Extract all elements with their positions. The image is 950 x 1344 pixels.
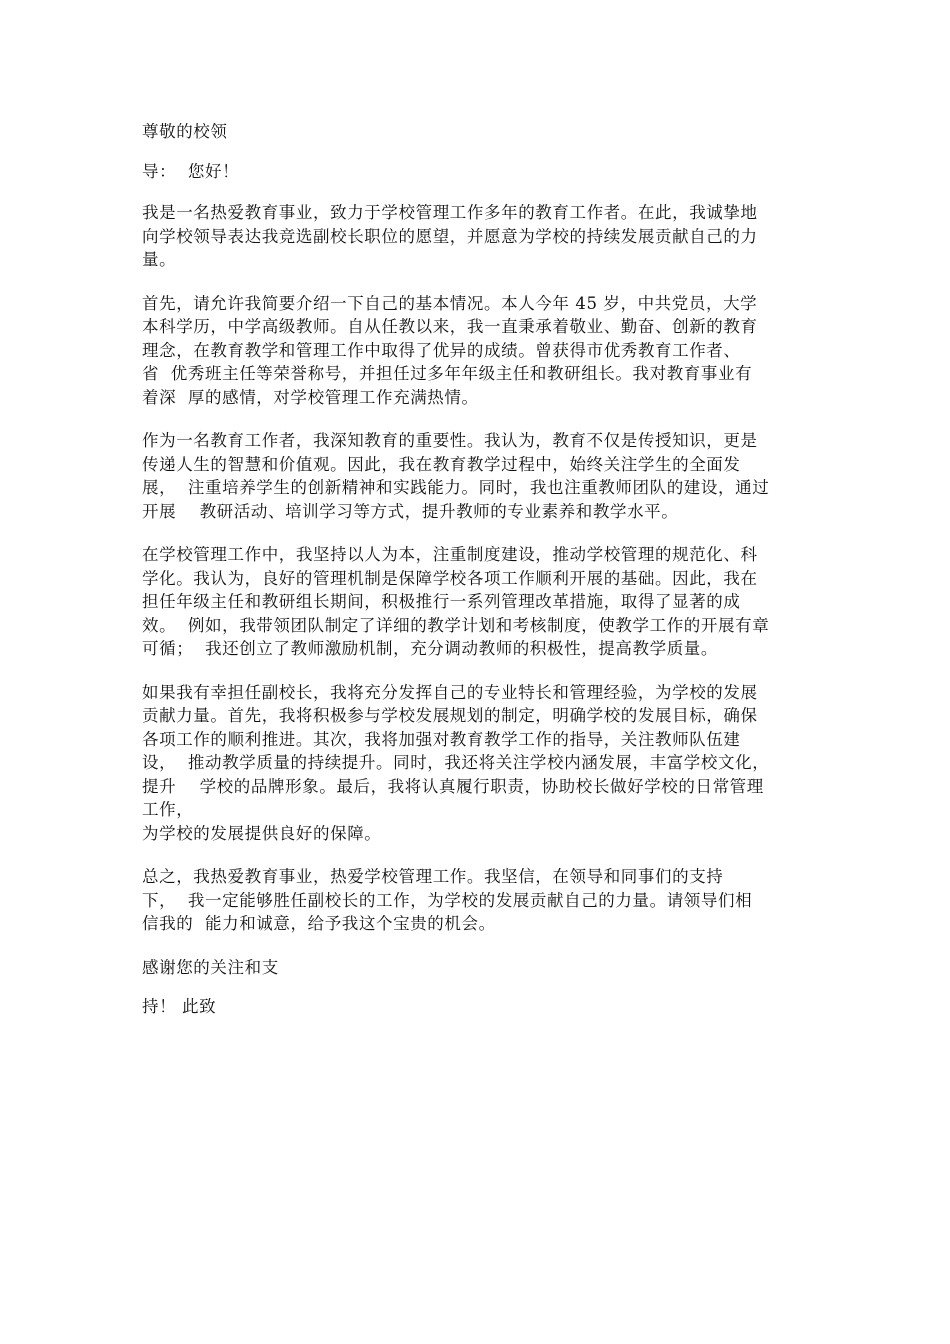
salutation <box>142 120 842 183</box>
text-line: 理念，在教育教学和管理工作中取得了优异的成绩。曾获得市优秀教育工作者、 <box>142 340 741 360</box>
text-line: 着深 厚的感情，对学校管理工作充满热情。 <box>142 387 479 407</box>
text-line: 设， 推动教学质量的持续提升。同时，我还将关注学校内涵发展，丰富学校文化， <box>142 753 770 772</box>
text-line: 可循； 我还创立了教师激励机制，充分调动教师的积极性，提高教学质量。 <box>142 639 718 658</box>
text-line: 本科学历，中学高级教师。自从任教以来，我一直秉承着敬业、勤奋、创新的教育 <box>142 317 758 336</box>
paragraph-plans <box>142 681 842 846</box>
closing <box>142 956 842 1019</box>
text-line: 开展 教研活动、培训学习等方式，提升教师的专业素养和教学水平。 <box>142 501 679 521</box>
text-line: 向学校领导表达我竞选副校长职位的愿望，并愿意为学校的持续发展贡献自己的力 <box>142 226 758 246</box>
text-line: 我是一名热爱教育事业，致力于学校管理工作多年的教育工作者。在此，我诚挚地 <box>142 203 758 222</box>
text-line: 展， 注重培养学生的创新精神和实践能力。同时，我也注重教师团队的建设，通过 <box>142 478 770 497</box>
text-line: 总之，我热爱教育事业，热爱学校管理工作。我坚信，在领导和同事们的支持 <box>142 867 724 886</box>
text-line: 提升 学校的品牌形象。最后，我将认真履行职责，协助校长做好学校的日常管理 <box>142 776 764 796</box>
salutation-line: 导： 您好！ <box>142 161 240 181</box>
text-line: 工作， <box>142 800 194 819</box>
text-line: 贡献力量。首先，我将积极参与学校发展规划的制定，明确学校的发展目标，确保 <box>142 706 758 725</box>
paragraph-conclusion <box>142 865 842 936</box>
text-line: 传递人生的智慧和价值观。因此，我在教育教学过程中，始终关注学生的全面发 <box>142 454 741 474</box>
closing-line: 持！ 此致 <box>142 997 217 1016</box>
text-line: 首先，请允许我简要介绍一下自己的基本情况。本人今年 45 岁，中共党员，大学 <box>142 293 758 313</box>
text-line: 作为一名教育工作者，我深知教育的重要性。我认为，教育不仅是传授知识，更是 <box>142 431 758 450</box>
paragraph-background <box>142 292 842 410</box>
text-line: 如果我有幸担任副校长，我将充分发挥自己的专业特长和管理经验，为学校的发展 <box>142 682 758 702</box>
text-line: 信我的 能力和诚意，给予我这个宝贵的机会。 <box>142 914 496 933</box>
text-line: 量。 <box>142 250 177 269</box>
text-line: 下， 我一定能够胜任副校长的工作，为学校的发展贡献自己的力量。请领导们相 <box>142 890 753 910</box>
text-line: 在学校管理工作中，我坚持以人为本，注重制度建设，推动学校管理的规范化、科 <box>142 545 758 564</box>
letter-document <box>142 120 842 1031</box>
closing-line: 感谢您的关注和支 <box>142 957 279 977</box>
paragraph-management <box>142 543 842 661</box>
text-line: 效。 例如，我带领团队制定了详细的教学计划和考核制度，使教学工作的开展有章 <box>142 615 770 635</box>
salutation-line: 尊敬的校领 <box>142 122 228 141</box>
text-line: 担任年级主任和教研组长期间，积极推行一系列管理改革措施，取得了显著的成 <box>142 592 741 611</box>
paragraph-education-view <box>142 429 842 523</box>
text-line: 为学校的发展提供良好的保障。 <box>142 823 382 843</box>
paragraph-intro <box>142 201 842 272</box>
text-line: 省 优秀班主任等荣誉称号，并担任过多年年级主任和教研组长。我对教育事业有 <box>142 364 753 383</box>
text-line: 各项工作的顺利推进。其次，我将加强对教育教学工作的指导，关注教师队伍建 <box>142 729 741 749</box>
text-line: 学化。我认为，良好的管理机制是保障学校各项工作顺利开展的基础。因此，我在 <box>142 568 758 588</box>
